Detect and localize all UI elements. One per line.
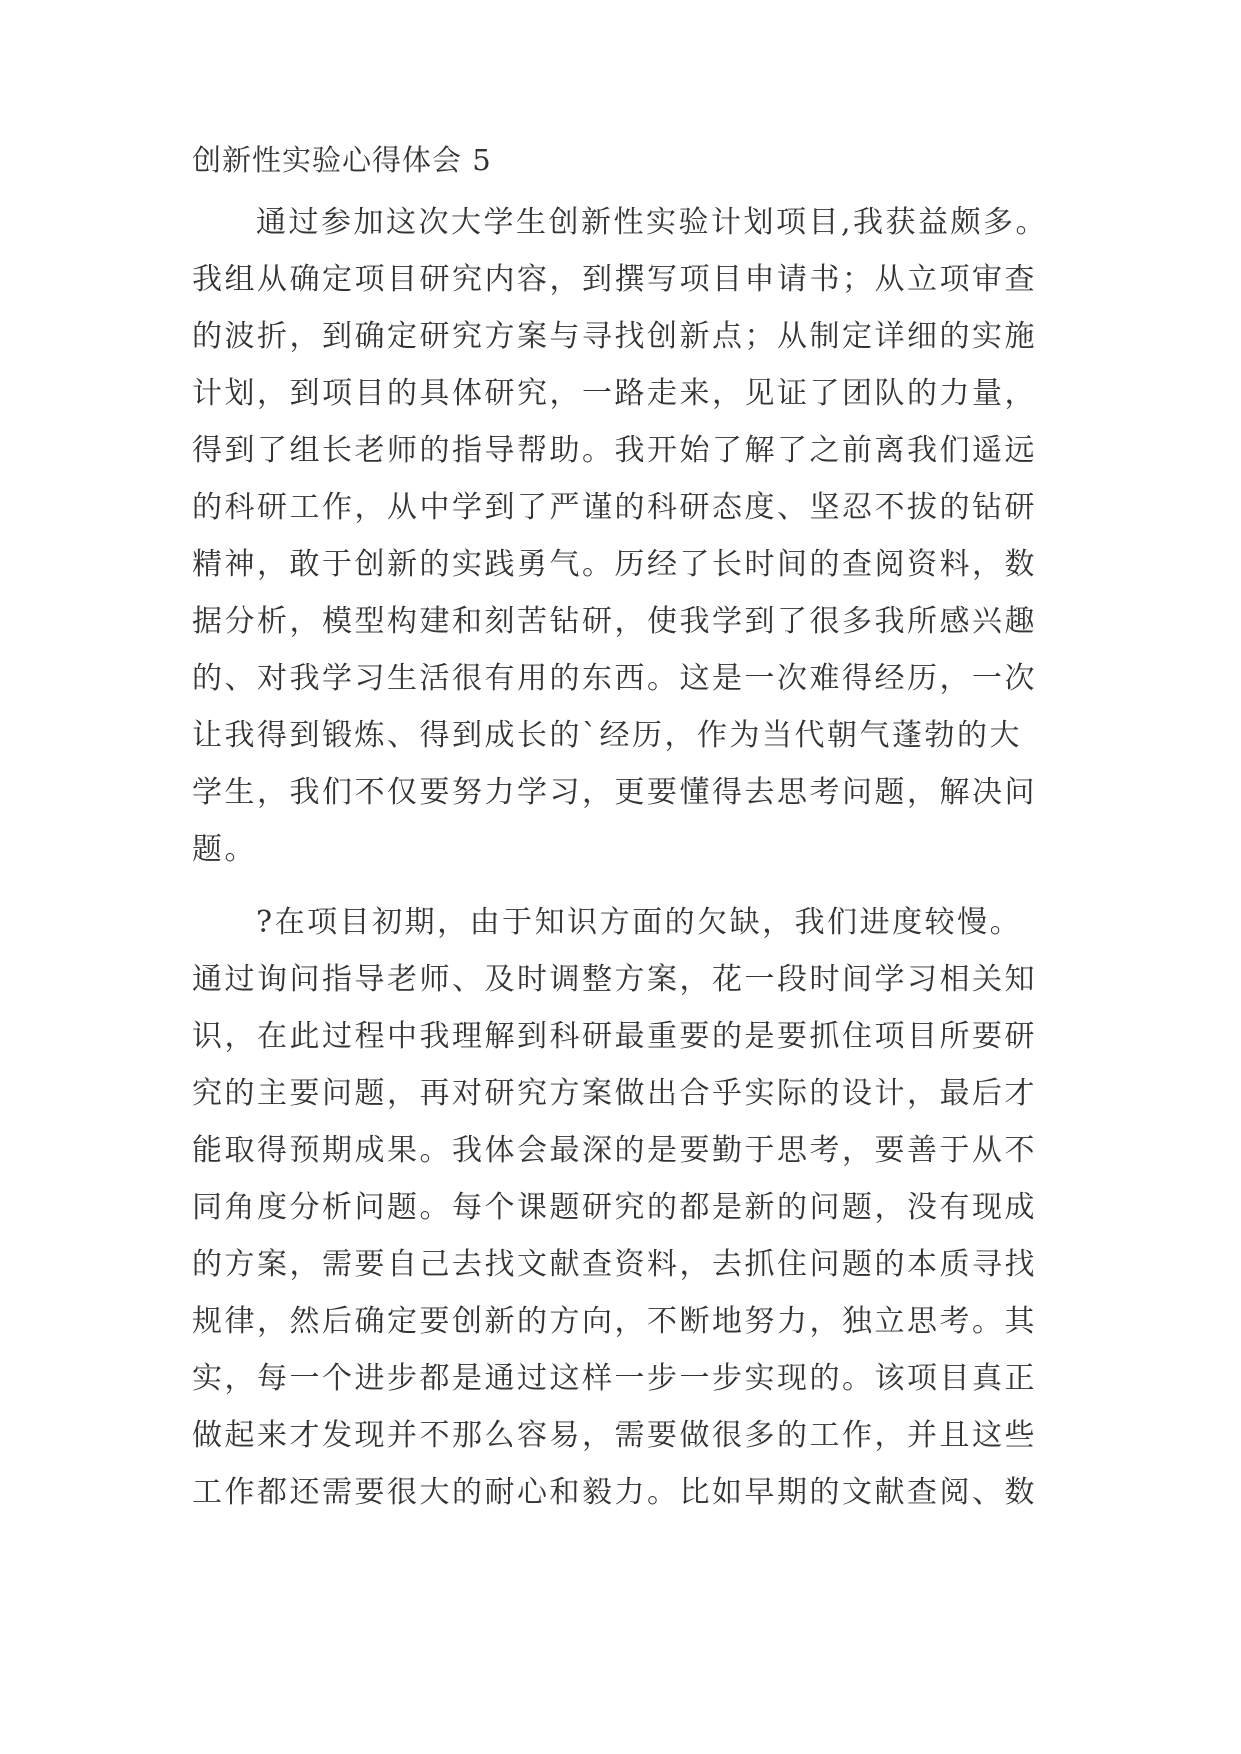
paragraph-line: 做起来才发现并不那么容易，需要做很多的工作，并且这些: [192, 1418, 1037, 1453]
paragraph-line: 的波折，到确定研究方案与寻找创新点；从制定详细的实施: [192, 319, 1037, 354]
paragraph-line: 实，每一个进步都是通过这样一步一步实现的。该项目真正: [192, 1361, 1037, 1396]
paragraph-line: 通过参加这次大学生创新性实验计划项目,我获益颇多。: [256, 205, 1049, 240]
paragraph-spacer: [192, 878, 1072, 894]
paragraph-line: 精神，敢于创新的实践勇气。历经了长时间的查阅资料，数: [192, 547, 1037, 582]
paragraph-line: 识，在此过程中我理解到科研最重要的是要抓住项目所要研: [192, 1019, 1037, 1054]
paragraph-line: 能取得预期成果。我体会最深的是要勤于思考，要善于从不: [192, 1133, 1037, 1168]
paragraph-line: 学生，我们不仅要努力学习，更要懂得去思考问题，解决问: [192, 775, 1037, 810]
paragraph-line: 同角度分析问题。每个课题研究的都是新的问题，没有现成: [192, 1190, 1037, 1225]
paragraph-line: 究的主要问题，再对研究方案做出合乎实际的设计，最后才: [192, 1076, 1037, 1111]
paragraph-line: 的、对我学习生活很有用的东西。这是一次难得经历，一次: [192, 661, 1037, 696]
paragraph-line: 题。: [192, 832, 257, 867]
paragraph-line: 计划，到项目的具体研究，一路走来，见证了团队的力量，: [192, 376, 1037, 411]
paragraph-line: 通过询问指导老师、及时调整方案，花一段时间学习相关知: [192, 962, 1037, 997]
paragraph-line: 的方案，需要自己去找文献查资料，去抓住问题的本质寻找: [192, 1247, 1037, 1282]
paragraph-line: 的科研工作，从中学到了严谨的科研态度、坚忍不拔的钻研: [192, 490, 1037, 525]
paragraph-2: [192, 894, 1072, 1521]
document-title: 创新性实验心得体会 5: [192, 143, 492, 177]
paragraph-line: 据分析，模型构建和刻苦钻研，使我学到了很多我所感兴趣: [192, 604, 1037, 639]
paragraph-line: 让我得到锻炼、得到成长的`经历，作为当代朝气蓬勃的大: [192, 718, 1022, 753]
paragraph-line: 规律，然后确定要创新的方向，不断地努力，独立思考。其: [192, 1304, 1037, 1339]
paragraph-line: 工作都还需要很大的耐心和毅力。比如早期的文献查阅、数: [192, 1475, 1037, 1510]
paragraph-1: [192, 194, 1072, 878]
paragraph-line: 得到了组长老师的指导帮助。我开始了解了之前离我们遥远: [192, 433, 1037, 468]
paragraph-line: ?在项目初期，由于知识方面的欠缺，我们进度较慢。: [256, 905, 1023, 940]
document-body: [192, 140, 1072, 1521]
paragraph-line: 我组从确定项目研究内容，到撰写项目申请书；从立项审查: [192, 262, 1037, 297]
